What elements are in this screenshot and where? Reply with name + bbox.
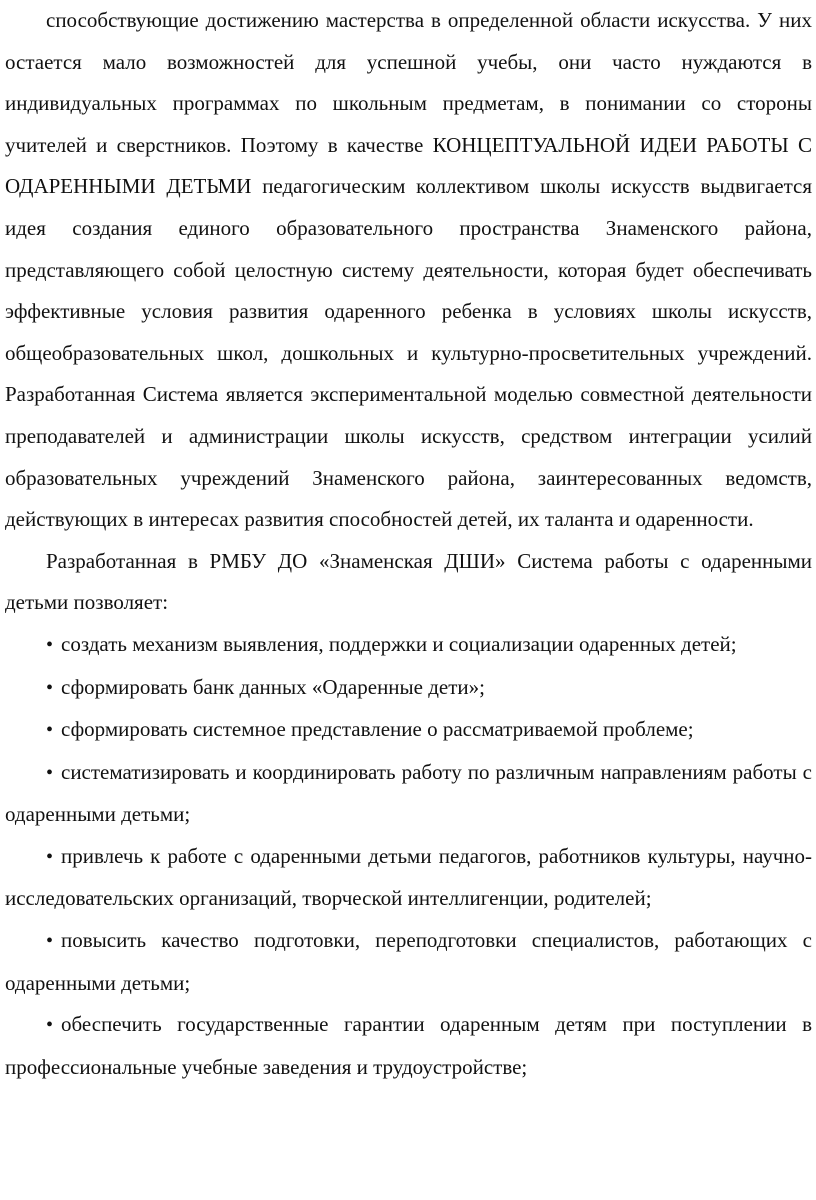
list-item (5, 667, 812, 710)
bullet-icon: • (46, 930, 54, 953)
bullet-icon: • (46, 761, 54, 784)
list-item-text: систематизировать и координировать работу по различным направлениям работы с одаренными детьми; (5, 759, 812, 827)
list-item (5, 752, 812, 836)
bullet-icon: • (46, 633, 54, 656)
body-paragraph: способствующие достижению мастерства в определенной области искусства. У них остается мало возможностей для успешной учебы, они часто нуждаются в индивидуальных программах по школьным предметам, в понимании со стороны учителей и сверстников. Поэтому в качестве КОНЦЕПТУАЛЬНОЙ ИДЕИ РАБОТЫ С ОДАРЕННЫМИ ДЕТЬМИ педагогическим коллективом школы искусств выдвигается идея создания единого образовательного пространства Знаменского района, представляющего собой целостную систему деятельности, которая будет обеспечивать эффективные условия развития одаренного ребенка в условиях школы искусств, общеобразовательных школ, дошкольных и культурно-просветительных учреждений. Разработанная Система является экспериментальной моделью совместной деятельности преподавателей и администрации школы искусств, средством интеграции усилий образовательных учреждений Знаменского района, заинтересованных ведомств, действующих в интересах развития способностей детей, их таланта и одаренности. (5, 8, 812, 532)
list-item (5, 920, 812, 1004)
list-item-text: сформировать системное представление о рассматриваемой проблеме; (61, 717, 694, 742)
goals-list (5, 624, 812, 1089)
bullet-icon: • (46, 719, 54, 742)
list-item-text: повысить качество подготовки, переподготовки специалистов, работающих с одаренными детьми; (5, 928, 812, 995)
bullet-icon: • (46, 676, 54, 699)
bullet-icon: • (46, 845, 54, 868)
list-item (5, 836, 812, 920)
list-item (5, 709, 812, 752)
list-item-text: привлечь к работе с одаренными детьми педагогов, работников культуры, научно-исследовательских организаций, творческой интеллигенции, родителей; (5, 843, 812, 911)
list-item (5, 624, 812, 667)
bullet-icon: • (46, 1014, 54, 1037)
list-item-text: сформировать банк данных «Одаренные дети»; (61, 674, 485, 699)
list-intro-paragraph: Разработанная в РМБУ ДО «Знаменская ДШИ» Система работы с одаренными детьми позволяет: (5, 548, 812, 615)
list-item-text: обеспечить государственные гарантии одаренным детям при поступлении в профессиональные учебные заведения и трудоустройстве; (5, 1012, 812, 1079)
list-item (5, 1004, 812, 1088)
list-item-text: создать механизм выявления, поддержки и социализации одаренных детей; (61, 631, 737, 656)
